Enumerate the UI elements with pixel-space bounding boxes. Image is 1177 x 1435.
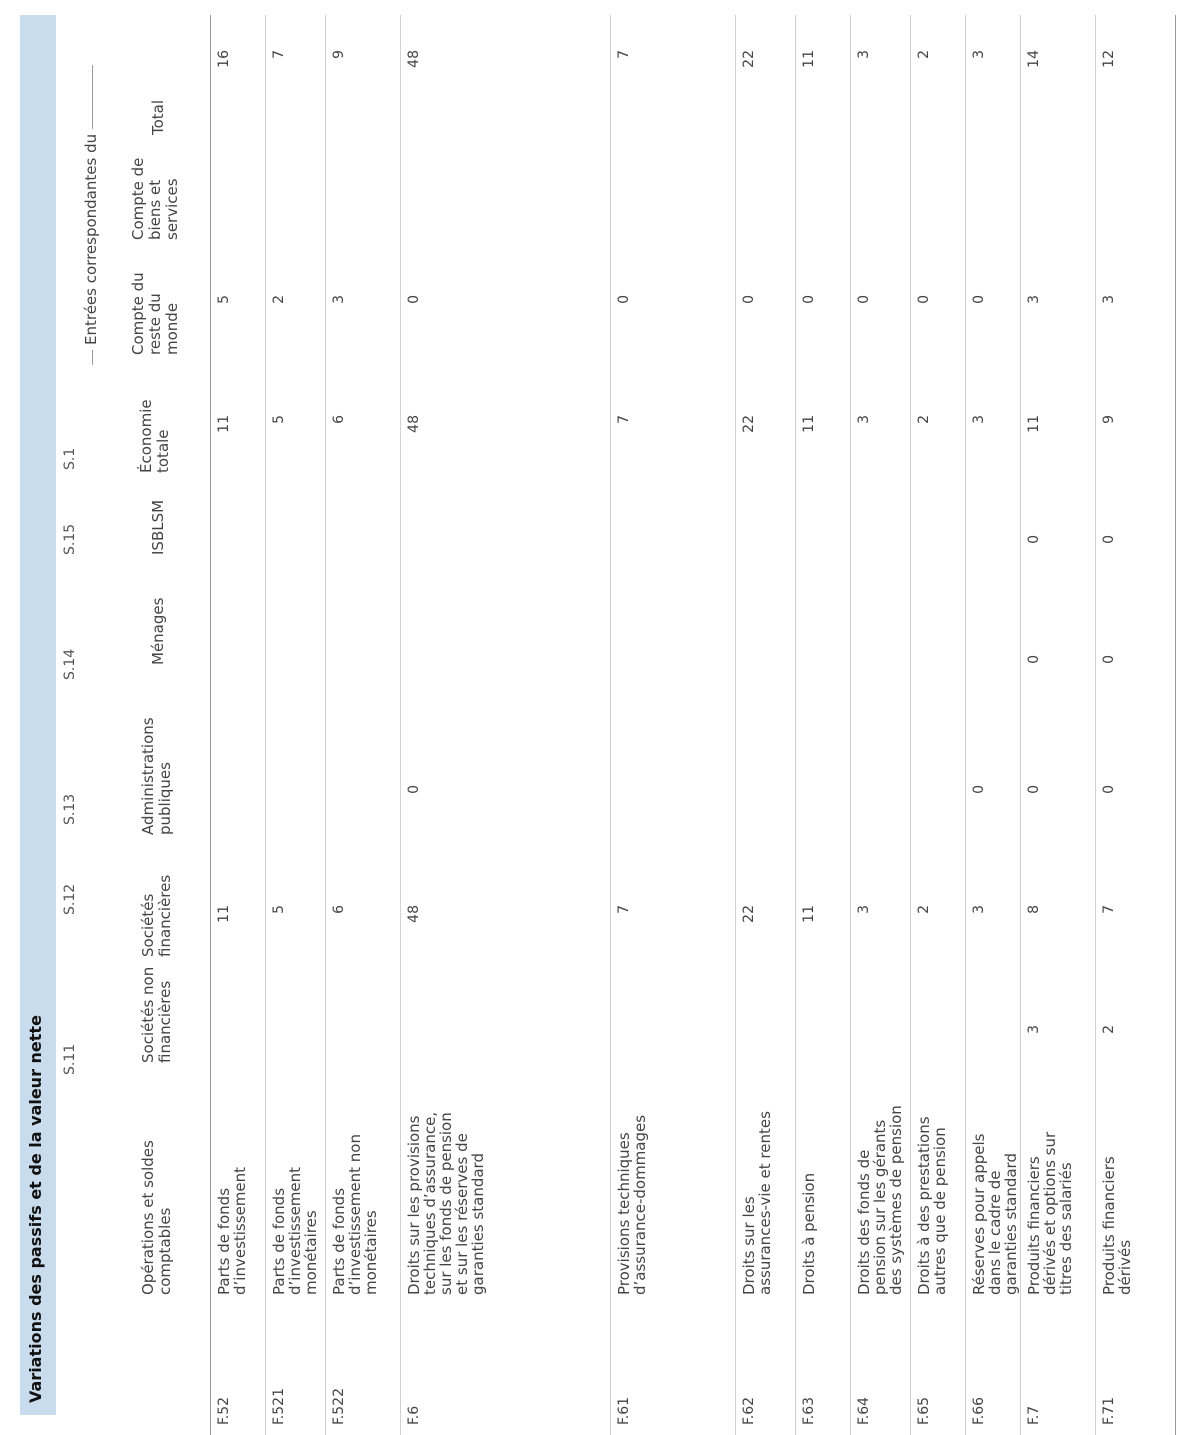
cell-s15: 0	[1026, 535, 1042, 544]
cell-s12: 3	[971, 905, 987, 914]
cell-s1: 11	[1026, 415, 1042, 433]
row-label: Droits à des prestations autres que de pension	[915, 1116, 949, 1295]
header-goods-services-account: Compte de biens et services	[129, 157, 181, 240]
table-row	[1097, 0, 1177, 1435]
cell-total: 9	[331, 50, 347, 59]
cell-s12: 5	[271, 905, 287, 914]
table-row	[612, 0, 737, 1435]
cell-s12: 11	[216, 905, 232, 923]
row-separator	[795, 15, 796, 1435]
cell-s14: 0	[1026, 655, 1042, 664]
cell-rest-of-world: 5	[216, 295, 232, 304]
table-row	[797, 0, 852, 1435]
sector-code-s15: S.15	[62, 523, 78, 555]
row-separator	[325, 15, 326, 1435]
cell-total: 16	[216, 50, 232, 68]
row-code: F.521	[271, 1388, 287, 1425]
cell-s14: 0	[1101, 655, 1117, 664]
cell-s1: 9	[1101, 415, 1117, 424]
cell-s15: 0	[1101, 535, 1117, 544]
table-row	[327, 0, 402, 1435]
cell-rest-of-world: 3	[1101, 295, 1117, 304]
row-code: F.66	[971, 1396, 987, 1425]
cell-s12: 48	[406, 905, 422, 923]
entries-group-label: Entrées correspondantes du	[82, 129, 100, 350]
cell-rest-of-world: 0	[406, 295, 422, 304]
row-label: Droits sur les assurances-vie et rentes	[740, 1111, 774, 1295]
cell-rest-of-world: 0	[916, 295, 932, 304]
cell-s12: 6	[331, 905, 347, 914]
cell-rest-of-world: 0	[801, 295, 817, 304]
row-code: F.62	[741, 1396, 757, 1425]
cell-rest-of-world: 0	[741, 295, 757, 304]
header-transactions: Opérations et soldes comptables	[139, 1140, 174, 1295]
sector-code-s11: S.11	[62, 1043, 78, 1075]
cell-s13: 0	[406, 785, 422, 794]
row-separator	[965, 15, 966, 1435]
row-label: Produits financiers dérivés et options sur titres des salariés	[1025, 1131, 1075, 1295]
cell-total: 22	[741, 50, 757, 68]
cell-rest-of-world: 3	[1026, 295, 1042, 304]
table-row	[212, 0, 267, 1435]
table-row	[737, 0, 797, 1435]
row-separator	[1020, 15, 1021, 1435]
table-row	[402, 0, 612, 1435]
cell-s13: 0	[971, 785, 987, 794]
row-separator	[850, 15, 851, 1435]
row-code: F.522	[331, 1388, 347, 1425]
table-row	[967, 0, 1022, 1435]
table-title-band	[20, 15, 56, 1415]
sector-code-s1: S.1	[62, 447, 78, 470]
row-label: Provisions techniques d’assurance-dommages	[615, 1114, 649, 1295]
row-code: F.65	[916, 1396, 932, 1425]
cell-s1: 48	[406, 415, 422, 433]
cell-s1: 22	[741, 415, 757, 433]
row-separator	[265, 15, 266, 1435]
cell-s13: 0	[1101, 785, 1117, 794]
table-row	[912, 0, 967, 1435]
header-s12: Sociétés financières	[139, 874, 174, 957]
table-bottom-rule	[1175, 15, 1176, 1435]
cell-s1: 11	[801, 415, 817, 433]
row-label: Droits des fonds de pension sur les gérants des systèmes de pension	[855, 1105, 905, 1295]
cell-s12: 7	[1101, 905, 1117, 914]
cell-rest-of-world: 0	[971, 295, 987, 304]
cell-s12: 8	[1026, 905, 1042, 914]
row-separator	[1095, 15, 1096, 1435]
row-code: F.61	[616, 1396, 632, 1425]
row-code: F.71	[1101, 1396, 1117, 1425]
header-s1: Économie totale	[137, 399, 172, 473]
cell-total: 2	[916, 50, 932, 59]
row-label: Droits à pension	[800, 1172, 818, 1295]
row-separator	[735, 15, 736, 1435]
cell-s1: 3	[856, 415, 872, 424]
row-code: F.7	[1026, 1405, 1042, 1425]
cell-s13: 0	[1026, 785, 1042, 794]
cell-s12: 3	[856, 905, 872, 914]
cell-rest-of-world: 0	[856, 295, 872, 304]
table-row	[1022, 0, 1097, 1435]
cell-total: 11	[801, 50, 817, 68]
cell-s12: 22	[741, 905, 757, 923]
row-label: Parts de fonds d’investissement non monétaires	[330, 1134, 380, 1295]
row-separator	[910, 15, 911, 1435]
header-rest-of-world-account: Compte du reste du monde	[129, 272, 181, 355]
cell-rest-of-world: 3	[331, 295, 347, 304]
row-code: F.63	[801, 1396, 817, 1425]
cell-total: 12	[1101, 50, 1117, 68]
row-code: F.52	[216, 1396, 232, 1425]
cell-total: 7	[271, 50, 287, 59]
header-s14: Ménages	[149, 597, 167, 665]
cell-s12: 2	[916, 905, 932, 914]
cell-s12: 7	[616, 905, 632, 914]
cell-s1: 11	[216, 415, 232, 433]
sector-code-s12: S.12	[62, 883, 78, 915]
cell-s1: 6	[331, 415, 347, 424]
header-body-rule	[210, 15, 211, 1435]
table-row	[267, 0, 327, 1435]
cell-total: 3	[971, 50, 987, 59]
cell-total: 48	[406, 50, 422, 68]
sector-code-s14: S.14	[62, 648, 78, 680]
cell-total: 3	[856, 50, 872, 59]
sector-code-s13: S.13	[62, 793, 78, 825]
cell-rest-of-world: 2	[271, 295, 287, 304]
cell-rest-of-world: 0	[616, 295, 632, 304]
row-code: F.6	[406, 1405, 422, 1425]
row-separator	[400, 15, 401, 1435]
cell-s1: 5	[271, 415, 287, 424]
header-total: Total	[149, 99, 167, 135]
row-label: Parts de fonds d’investissement monétaires	[270, 1166, 320, 1295]
cell-total: 14	[1026, 50, 1042, 68]
cell-s11: 2	[1101, 1025, 1117, 1034]
row-label: Produits financiers dérivés	[1100, 1156, 1134, 1295]
row-label: Réserves pour appels dans le cadre de garanties standard	[970, 1133, 1020, 1295]
cell-s11: 3	[1026, 1025, 1042, 1034]
row-label: Droits sur les provisions techniques d’assurance, sur les fonds de pension et sur les réserves de garanties standard	[405, 1111, 487, 1295]
cell-s1: 2	[916, 415, 932, 424]
cell-s1: 7	[616, 415, 632, 424]
table-title: Variations des passifs et de la valeur nette	[26, 1015, 45, 1403]
row-code: F.64	[856, 1396, 872, 1425]
table-row	[852, 0, 912, 1435]
header-s15: ISBLSM	[149, 499, 167, 555]
cell-s12: 11	[801, 905, 817, 923]
header-s11: Sociétés non financières	[139, 966, 174, 1063]
cell-total: 7	[616, 50, 632, 59]
cell-s1: 3	[971, 415, 987, 424]
header-s13: Administrations publiques	[139, 717, 174, 835]
row-label: Parts de fonds d’investissement	[215, 1166, 249, 1295]
row-separator	[610, 15, 611, 1435]
